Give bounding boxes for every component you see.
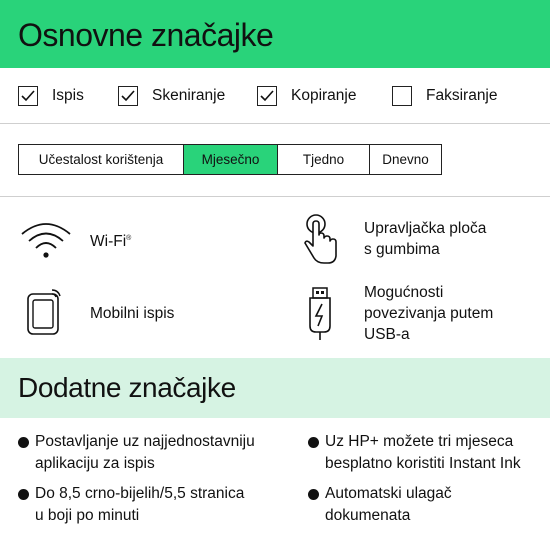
bullet-text: dokumenata	[325, 507, 411, 524]
checkbox-checked-icon	[18, 86, 38, 106]
checkbox-fax[interactable]	[392, 86, 498, 106]
usage-option-daily[interactable]: Dnevno	[369, 145, 441, 174]
list-item	[18, 483, 244, 527]
list-item	[308, 483, 452, 527]
usb-icon	[300, 286, 340, 342]
checkbox-scan[interactable]	[118, 86, 225, 106]
mobile-print-icon	[22, 288, 66, 338]
feature-label: Mobilni ispis	[90, 304, 175, 322]
bullet-icon	[308, 489, 319, 500]
feature-mobile-print	[22, 288, 174, 338]
bullet-text: u boji po minuti	[35, 507, 140, 524]
usage-option-weekly[interactable]: Tjedno	[277, 145, 369, 174]
usage-option-monthly[interactable]: Mjesečno	[183, 145, 277, 174]
feature-control-panel	[300, 212, 486, 266]
touch-hand-icon	[300, 212, 340, 266]
list-item	[18, 431, 255, 475]
wifi-icon	[18, 220, 74, 260]
bullet-text: Automatski ulagač	[325, 485, 452, 502]
bullet-icon	[308, 437, 319, 448]
bullet-icon	[18, 437, 29, 448]
checkbox-label: Faksiranje	[426, 87, 498, 104]
additional-features-title: Dodatne značajke	[18, 372, 236, 403]
usage-frequency-label: Učestalost korištenja	[38, 152, 164, 167]
checkbox-copy[interactable]	[257, 86, 357, 106]
bullet-text: Postavljanje uz najjednostavniju	[35, 433, 255, 450]
basic-features-header	[0, 0, 550, 68]
checkbox-checked-icon	[118, 86, 138, 106]
checkbox-label: Skeniranje	[152, 87, 226, 104]
checkbox-unchecked-icon	[392, 86, 412, 106]
checkbox-label: Kopiranje	[291, 87, 357, 104]
bullet-text: besplatno koristiti Instant Ink	[325, 455, 521, 472]
feature-wifi	[18, 220, 131, 260]
bullet-text: Uz HP+ možete tri mjeseca	[325, 433, 514, 450]
usage-frequency-selector	[18, 144, 442, 175]
bullet-text: Do 8,5 crno-bijelih/5,5 stranica	[35, 485, 245, 502]
feature-label: Upravljačka ploča s gumbima	[364, 220, 487, 258]
feature-label: Mogućnosti povezivanja putem USB-a	[364, 284, 494, 343]
bullet-text: aplikaciju za ispis	[35, 455, 155, 472]
feature-usb	[300, 282, 493, 345]
checkbox-checked-icon	[257, 86, 277, 106]
basic-features-title: Osnovne značajke	[18, 17, 274, 53]
bullet-icon	[18, 489, 29, 500]
checkbox-print[interactable]	[18, 86, 84, 106]
additional-features-header	[0, 358, 550, 418]
checkbox-label: Ispis	[52, 87, 84, 104]
feature-label: Wi-Fi®	[90, 233, 132, 251]
section-divider	[0, 196, 550, 197]
function-checkbox-row	[0, 68, 550, 124]
list-item	[308, 431, 521, 475]
